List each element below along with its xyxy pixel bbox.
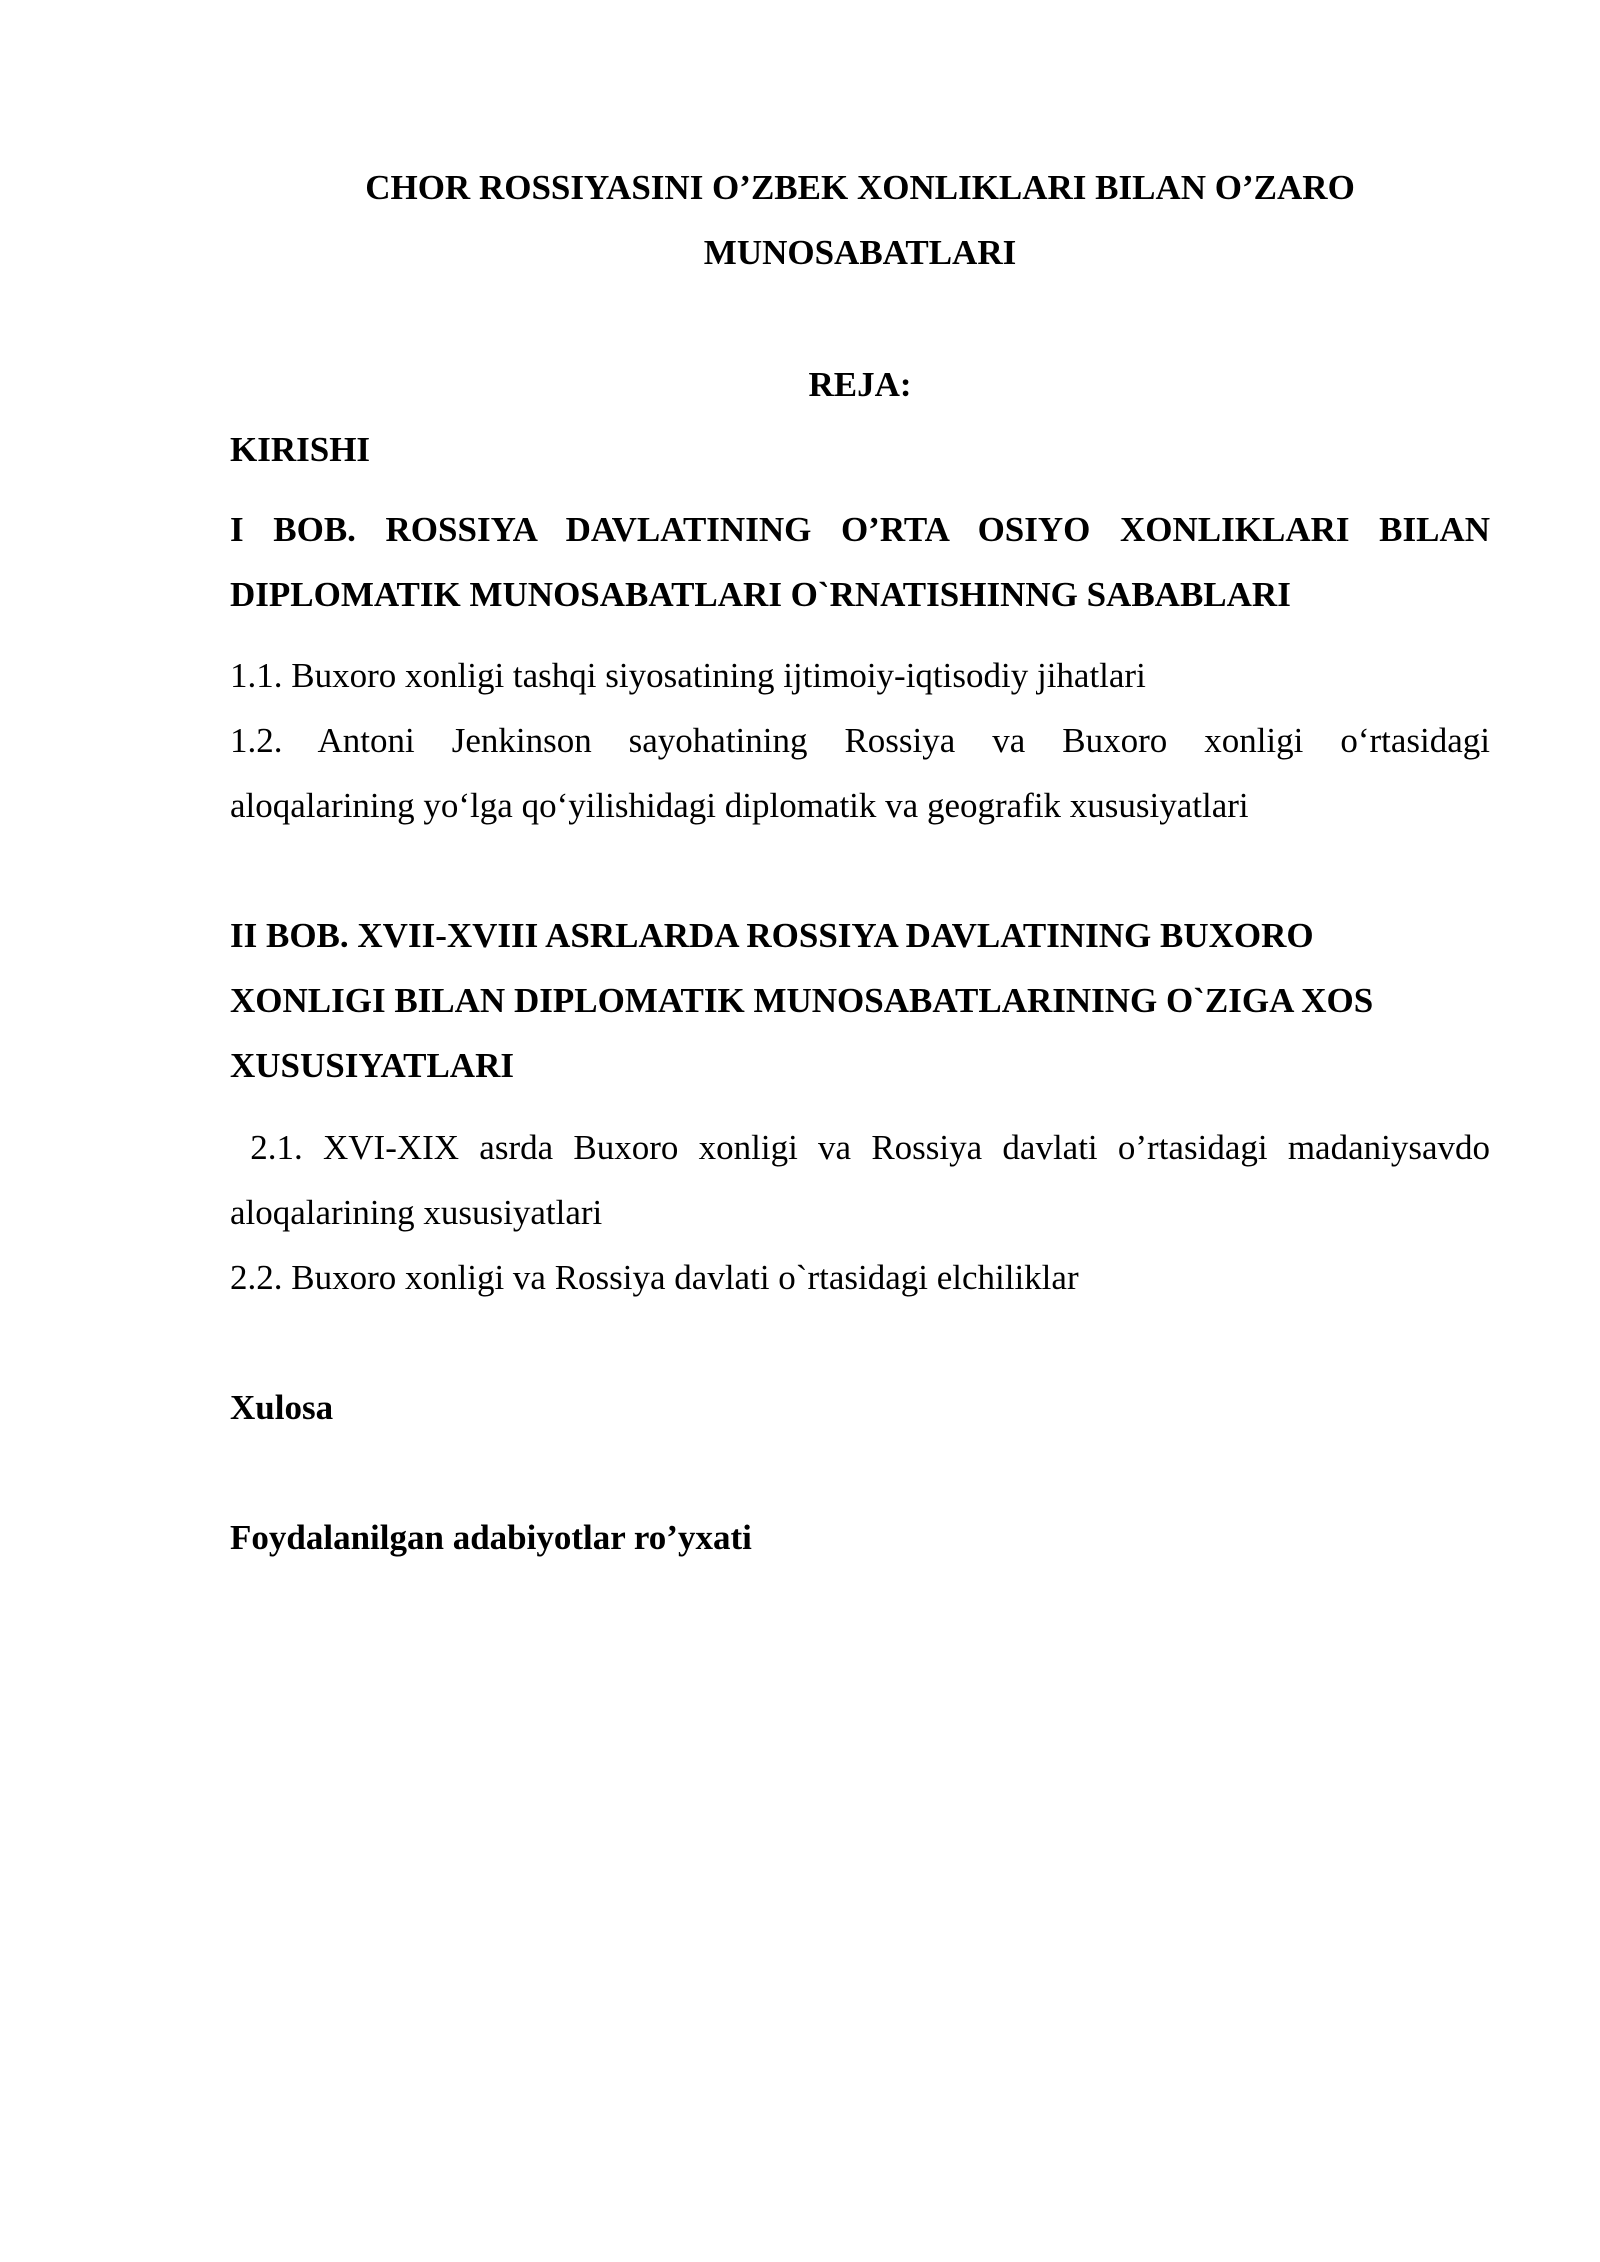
chapter-1-heading	[230, 497, 1490, 627]
conclusion-text: Xulosa	[230, 1388, 334, 1427]
intro-heading	[230, 417, 1490, 482]
chapter-2-line-3: XUSUSIYATLARI	[230, 1046, 514, 1085]
intro-text: KIRISHI	[230, 430, 371, 469]
plan-heading-text: REJA:	[808, 365, 912, 404]
document-title	[230, 155, 1490, 285]
chapter-1-sections	[230, 643, 1490, 838]
plan-heading	[230, 352, 1490, 417]
section-1-2-line-2: aloqalarining yo‘lga qo‘yilishidagi diplomatik va geografik xususiyatlari	[230, 786, 1249, 825]
title-line-2: MUNOSABATLARI	[703, 233, 1017, 272]
section-2-1-line-2: aloqalarining xususiyatlari	[230, 1193, 603, 1232]
title-line-1: CHOR ROSSIYASINI O’ZBEK XONLIKLARI BILAN O’ZARO	[365, 168, 1355, 207]
section-2-1-line-1: 2.1. XVI-XIX asrda Buxoro xonligi va Rossiya davlati o’rtasidagi madaniysavdo	[230, 1128, 1490, 1167]
section-1-2-line-1: 1.2. Antoni Jenkinson sayohatining Rossiya va Buxoro xonligi o‘rtasidagi	[230, 721, 1490, 760]
chapter-2-line-2: XONLIGI BILAN DIPLOMATIK MUNOSABATLARINING O`ZIGA XOS	[230, 981, 1374, 1020]
section-1-1: 1.1. Buxoro xonligi tashqi siyosatining ijtimoiy-iqtisodiy jihatlari	[230, 656, 1146, 695]
chapter-2-sections	[230, 1115, 1490, 1310]
chapter-1-line-1: I BOB. ROSSIYA DAVLATINING O’RTA OSIYO XONLIKLARI BILAN	[230, 510, 1490, 549]
chapter-1-line-2: DIPLOMATIK MUNOSABATLARI O`RNATISHINNG SABABLARI	[230, 575, 1291, 614]
references-text: Foydalanilgan adabiyotlar ro’yxati	[230, 1518, 752, 1557]
section-2-2: 2.2. Buxoro xonligi va Rossiya davlati o`rtasidagi elchiliklar	[230, 1258, 1079, 1297]
chapter-2-heading	[230, 903, 1490, 1098]
chapter-2-line-1: II BOB. XVII-XVIII ASRLARDA ROSSIYA DAVLATINING BUXORO	[230, 916, 1314, 955]
references-heading	[230, 1505, 1490, 1570]
conclusion-heading	[230, 1375, 1490, 1440]
